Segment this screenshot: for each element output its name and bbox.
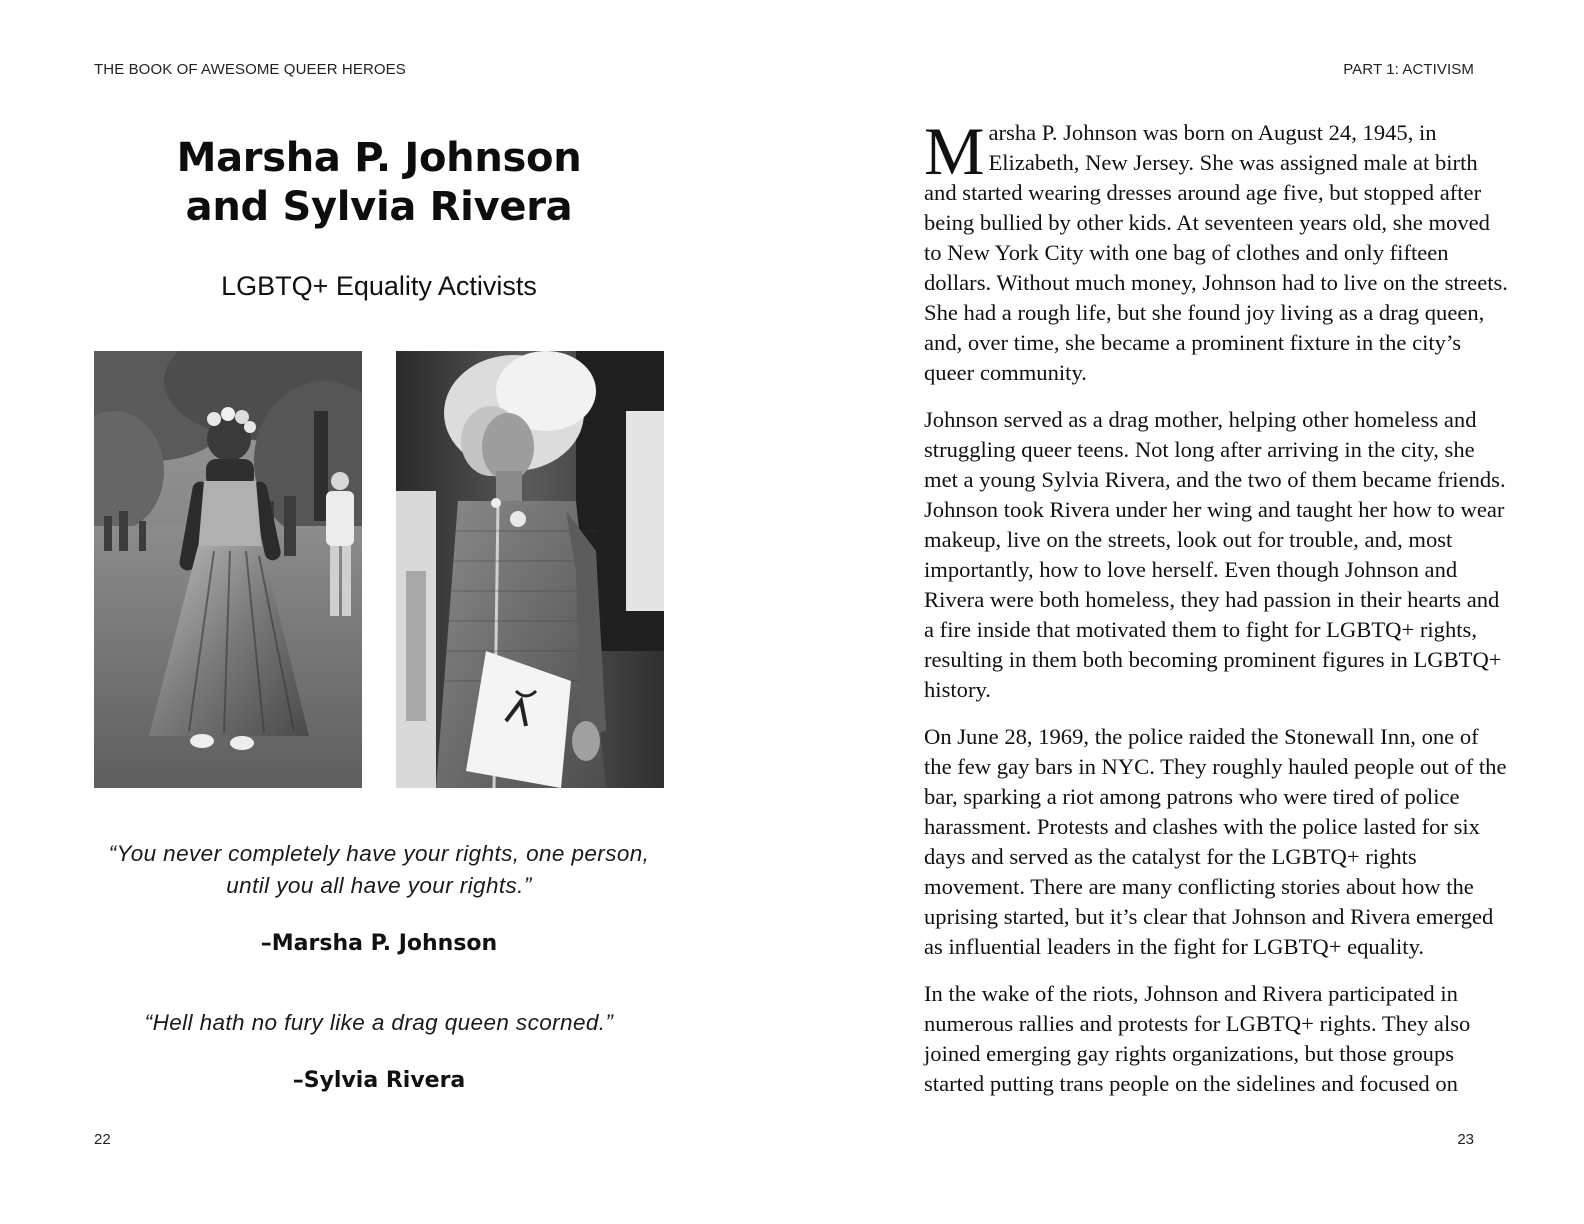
paragraph-4: In the wake of the riots, Johnson and Rivera participated in numerous rallies and protests for LGBTQ+ rights. They also joined emerging gay rights organizations, but those groups started putting trans people on the sidelines and focused on [924,981,1471,1096]
paragraph-1-text: arsha P. Johnson was born on August 24, 1945, in Elizabeth, New Jersey. She was assigned male at birth and started wearing dresses around age five, but stopped after being bullied by other kids. At seventeen years old, she moved to New York City with one bag of clothes and only fifteen dollars. Without much money, Johnson had to live on the streets. She had a rough life, but she found joy living as a drag queen, and, over time, she became a prominent fixture in the city’s queer community. [924,120,1508,385]
drop-cap: M [924,113,985,189]
quote-attribution-rivera: –Sylvia Rivera [292,1068,466,1093]
right-page [792,0,1584,1224]
quote-attribution-johnson: –Marsha P. Johnson [260,931,498,956]
paragraph-3: On June 28, 1969, the police raided the Stonewall Inn, one of the few gay bars in NYC. They roughly hauled people out of the bar, sparking a riot among patrons who were tired of police harassment. Protests and clashes with the police lasted for six days and served as the catalyst for the LGBTQ+ rights movement. There are many conflicting stories about how the uprising started, but it’s clear that Johnson and Rivera emerged as influential leaders in the fight for LGBTQ+ equality. [924,724,1507,959]
paragraph-2: Johnson served as a drag mother, helping other homeless and struggling queer teens. Not long after arriving in the city, she met a young Sylvia Rivera, and the two of them became friends. Johnson took Rivera under her wing and taught her how to wear makeup, live on the streets, look out for trouble, and, most importantly, how to love herself. Even though Johnson and Rivera were both homeless, they had passion in their hearts and a fire inside that motivated them to fight for LGBTQ+ rights, resulting in them both becoming prominent figures in LGBTQ+ history. [924,407,1506,702]
paragraph-1 [924,113,1509,388]
page-number-right: 23 [1457,1131,1474,1148]
chapter-subtitle: LGBTQ+ Equality Activists [221,271,537,301]
chapter-title-line-1: Marsha P. Johnson [176,135,582,181]
chapter-title-line-2: and Sylvia Rivera [185,184,573,230]
photo-marsha-p-johnson [94,351,362,788]
quote-johnson: “You never completely have your rights, one person, until you all have your rights.” [108,841,650,898]
chapter-title [94,134,664,232]
quote-rivera: “Hell hath no fury like a drag queen scorned.” [144,1010,614,1035]
running-head-section: PART 1: ACTIVISM [1343,61,1474,78]
photo-sylvia-rivera [396,351,664,788]
running-head-book-title: THE BOOK OF AWESOME QUEER HEROES [94,61,406,78]
page-number-left: 22 [94,1131,111,1148]
body-text [924,113,1509,1116]
